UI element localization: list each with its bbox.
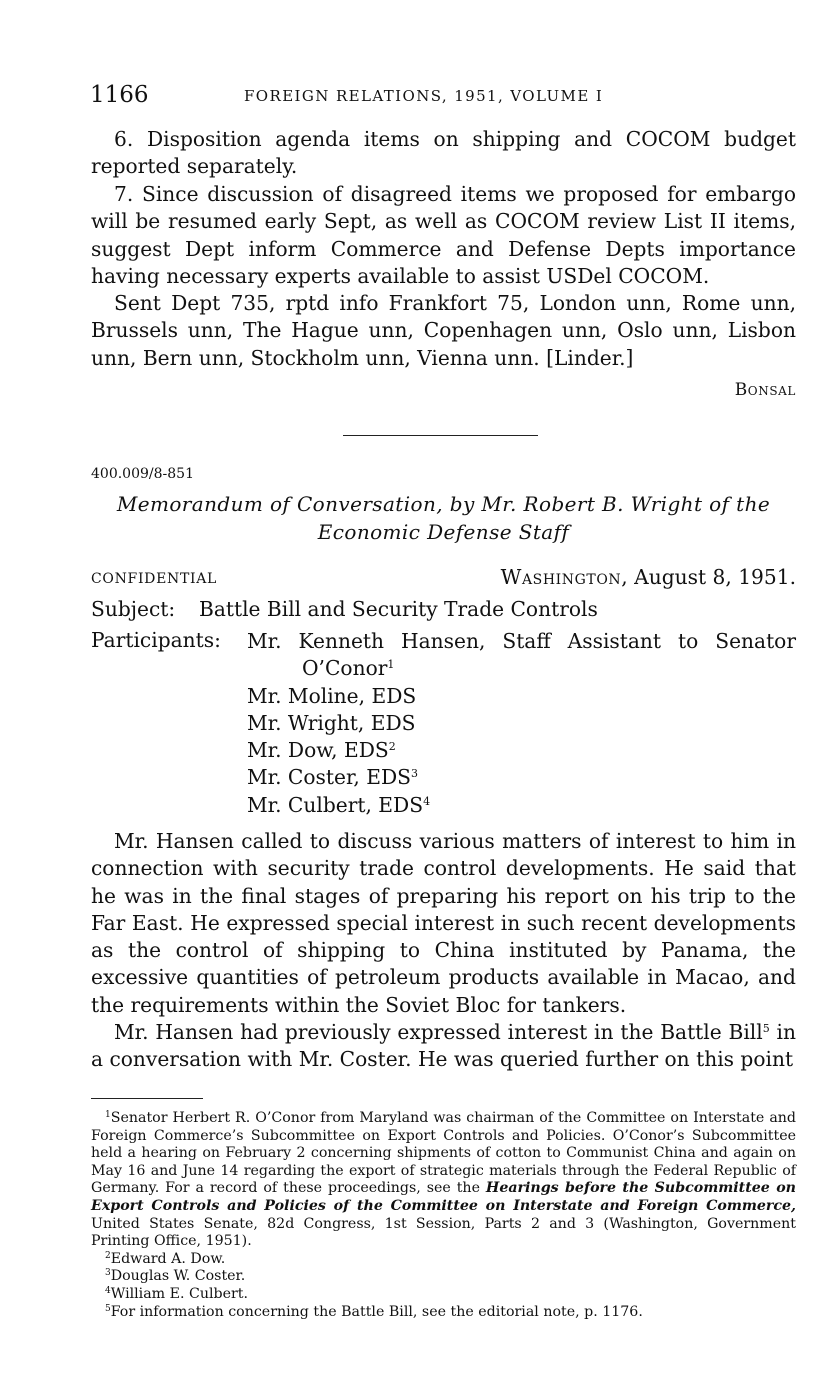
footnote-3-text: Douglas W. Coster. [110,1268,246,1285]
footnote-ref-1: 1 [387,658,395,672]
footnote-3 [91,1268,796,1286]
footnote-divider [91,1098,203,1099]
participants-list [247,628,796,819]
footnote-2-text: Edward A. Dow. [110,1250,226,1267]
title-line-2: Economic Defense Staff [317,520,570,544]
participant-coster [247,764,796,791]
footnote-4-text: William E. Culbert. [110,1285,249,1302]
page-header [90,82,796,112]
dateline [501,565,796,589]
participant-culbert [247,792,796,819]
file-number: 400.009/8-851 [91,466,194,482]
footnotes [91,1110,796,1321]
footnote-5-text: For information concerning the Battle Bill, see the editorial note, p. 1176. [110,1303,643,1320]
participant-moline: Mr. Moline, EDS [247,683,417,708]
participant-hansen: Mr. Kenneth Hansen, Staff Assistant to Senator [247,629,796,653]
footnote-1 [91,1110,796,1251]
section-divider [343,435,538,436]
item-6-paragraph: 6. Disposition agenda items on shipping and COCOM budget reported separately. [91,127,796,179]
subject-text: Battle Bill and Security Trade Controls [199,597,598,621]
body-paragraph-2-b: in a conversation with Mr. Coster. He was queried further on this point [91,1020,796,1072]
footnote-1-text-b: United States Senate, 82d Congress, 1st Session, Parts 2 and 3 (Washington, Government Printing Office, 1951). [91,1215,796,1250]
signature: Bonsal [734,380,796,400]
footnote-3-mark: 3 [105,1268,111,1279]
body-paragraph-1: Mr. Hansen called to discuss various matters of interest to him in connection with security trade control developments. He said that he was in the final stages of preparing his report on his trip to the Far East. He expressed special interest in such recent developments as the control of shipping to China instituted by Panama, the excessive quantities of petroleum products available in Macao, and the requirements within the Soviet Bloc for tankers. [91,829,796,1017]
footnote-ref-3: 3 [410,767,418,781]
footnote-4 [91,1286,796,1304]
footnote-4-mark: 4 [105,1285,111,1296]
title-line-1: Memorandum of Conversation, by Mr. Robert B. Wright of the [116,492,771,516]
participant-coster-name: Mr. Coster, EDS [247,765,411,790]
participant-hansen-cont-text: O’Conor [302,656,388,681]
participant-dow [247,737,796,764]
document-title [91,490,796,546]
participant-culbert-name: Mr. Culbert, EDS [247,792,424,817]
footnote-2 [91,1251,796,1269]
body-paragraph-2-a: Mr. Hansen had previously expressed interest in the Battle Bill [114,1020,763,1044]
footnote-ref-2: 2 [388,740,396,754]
footnote-2-mark: 2 [105,1250,111,1261]
footnote-ref-5: 5 [762,1022,770,1035]
item-7-paragraph: 7. Since discussion of disagreed items we proposed for embargo will be resumed early Sept, as well as COCOM review List II items, suggest Dept inform Commerce and Defense Depts importance having necessary experts available to assist USDel COCOM. [91,182,796,288]
participants-label: Participants: [91,628,221,652]
participant-dow-name: Mr. Dow, EDS [247,738,389,763]
body-paragraph-2 [91,1019,796,1074]
footnote-1-title: Hearings before the Subcommittee on Export Controls and Policies of the Committee on Interstate and Foreign Commerce, [91,1180,796,1214]
date: , August 8, 1951. [621,565,796,589]
page-number: 1166 [90,82,149,108]
footnote-1-text-a: Senator Herbert R. O’Conor from Maryland was chairman of the Committee on Interstate and Foreign Commerce’s Subcommittee on Export Controls and Policies. O’Conor’s Subcommittee held a hearing on February 2 concerning shipments of cotton to Communist China and again on May 16 and June 14 regarding the export of strategic materials through the Federal Republic of Germany. For a record of these proceedings, see the [91,1110,796,1197]
running-head: FOREIGN RELATIONS, 1951, VOLUME I [244,87,604,105]
footnote-5-mark: 5 [105,1303,111,1314]
footnote-ref-4: 4 [423,794,431,808]
footnote-5 [91,1304,796,1322]
sent-paragraph: Sent Dept 735, rptd info Frankfort 75, London unn, Rome unn, Brussels unn, The Hague unn, Copenhagen unn, Oslo unn, Lisbon unn, Bern unn, Stockholm unn, Vienna unn. [Linder.] [91,291,796,370]
subject-line [91,597,598,621]
classification: CONFIDENTIAL [91,571,218,587]
subject-label: Subject: [91,597,176,621]
participant-hansen-cont [247,655,796,682]
footnote-1-mark: 1 [105,1110,111,1120]
participant-wright: Mr. Wright, EDS [247,710,416,735]
date-place: Washington [500,565,622,589]
